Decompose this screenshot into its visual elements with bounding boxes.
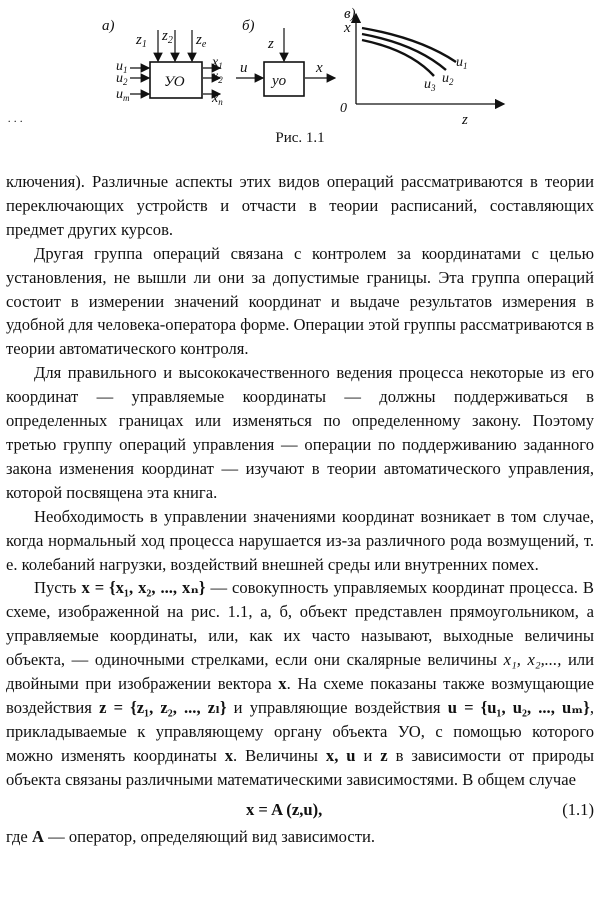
svg-text:x1: $x_1$ [212,55,223,71]
u-label-b: u [240,60,248,76]
paragraph-1: ключения). Различные аспекты этих видов операций рассматриваются в теории переключающих устройств и отчасти в теории расписаний, составляющих предмет других курсов. [6,172,594,239]
c-origin-label: 0 [340,101,347,116]
z2-label: z [162,28,168,44]
svg-text:. . .: . . . [8,111,23,125]
equation-1-1 [6,798,594,822]
svg-text:u2: $u_2$ [442,71,454,87]
u2-label: u [116,71,123,86]
curve-u2: u [442,71,449,86]
figure-caption: Рис. 1.1 [275,130,325,146]
c-y-axis-label: x [344,20,351,36]
paragraph-2: Другая группа операций связана с контролем за координатами с целью установления, не вышли ли они за допустимые границы. Эта группа операций состоит в измерении значений координат и выдаче результатов измерения в удобной для человека-оператора форме. Операции этой группы рассматриваются в теории автоматического контроля. [6,243,594,359]
svg-text:ze: $z_e$ [196,32,207,50]
svg-text:u3: $u_3$ [424,77,436,93]
uo-box-b-label: уо [272,73,287,89]
svg-text:z2: $z_2$ [162,28,173,46]
paragraph-5: Пусть x = {x₁, x₂, ..., xₙ} — совокупность управляемых координат процесса. В схеме, изображенной на рис. 1.1, а, б, объект представлен прямоугольником, а управляемые координаты, или, как их часто называют, выходные величины объекта, — одиночными стрелками, если они скалярные величины x₁, x₂,..., или двойными при изображении вектора x. На схеме показаны также возмущающие воздействия z = {z₁, z₂, ..., zₗ} и управляющие воздействия u = {u₁, u₂, ..., uₘ}, прикладываемые к управляющему органу объекта УО, с помощью которого можно изменять координаты x. Величины x, u и z в зависимости от природы объекта связаны различными математическими зависимостями. В общем случае [6,578,594,789]
svg-text:u1: $u_1$ [456,55,468,71]
svg-text:xn: $x_n$ [212,91,223,107]
x1-label: x [212,55,219,70]
svg-text:u2: $u_2$ [116,71,128,87]
paragraph-4: Необходимость в управлении значениями координат возникает в том случае, когда нормальный ход процесса нарушается из-за различного рода возмущений, т. е. колебаний нагрузки, воздействий внешней среды или внутренних помех. [6,506,594,574]
equation-number: (1.1) [562,799,594,819]
figure-1-1 [0,0,600,140]
x2-label: x [212,69,219,84]
um-label: u [116,87,123,102]
svg-text:x2: $x_2$ [212,69,223,85]
svg-text:z1: $z_1$ [136,32,147,50]
panel-c-label: в) [344,6,356,22]
svg-text:u1: $u_1$ [116,59,128,75]
panel-b-label: б) [242,18,255,34]
x-label-b: x [316,60,323,76]
uo-box-a-label: УО [164,74,185,90]
panel-a-label: a) [102,18,115,34]
svg-text:um: $u_m$ [116,87,130,103]
z1-label: z [136,32,142,48]
body-text [6,170,594,849]
equation-body: x = A (z,u), [245,799,323,819]
c-x-axis-label: z [462,112,468,128]
curve-u3: u [424,77,431,92]
paragraph-6: где A — оператор, определяющий вид зависимости. [6,827,375,847]
z-label-b: z [268,36,274,52]
u1-label: u [116,59,123,74]
paragraph-3: Для правильного и высококачественного ведения процесса некоторые из его координат — управляемые координаты — должны поддерживаться в определенных границах или изменяться по определенному закону. Поэтому третью группу операций управления — операции по поддерживанию заданного закона изменения координат — изучают в теории автоматического управления, которой посвящена эта книга. [6,363,594,502]
curve-u1: u [456,55,463,70]
xn-label: x [212,91,219,106]
ze-label: z [196,32,202,48]
